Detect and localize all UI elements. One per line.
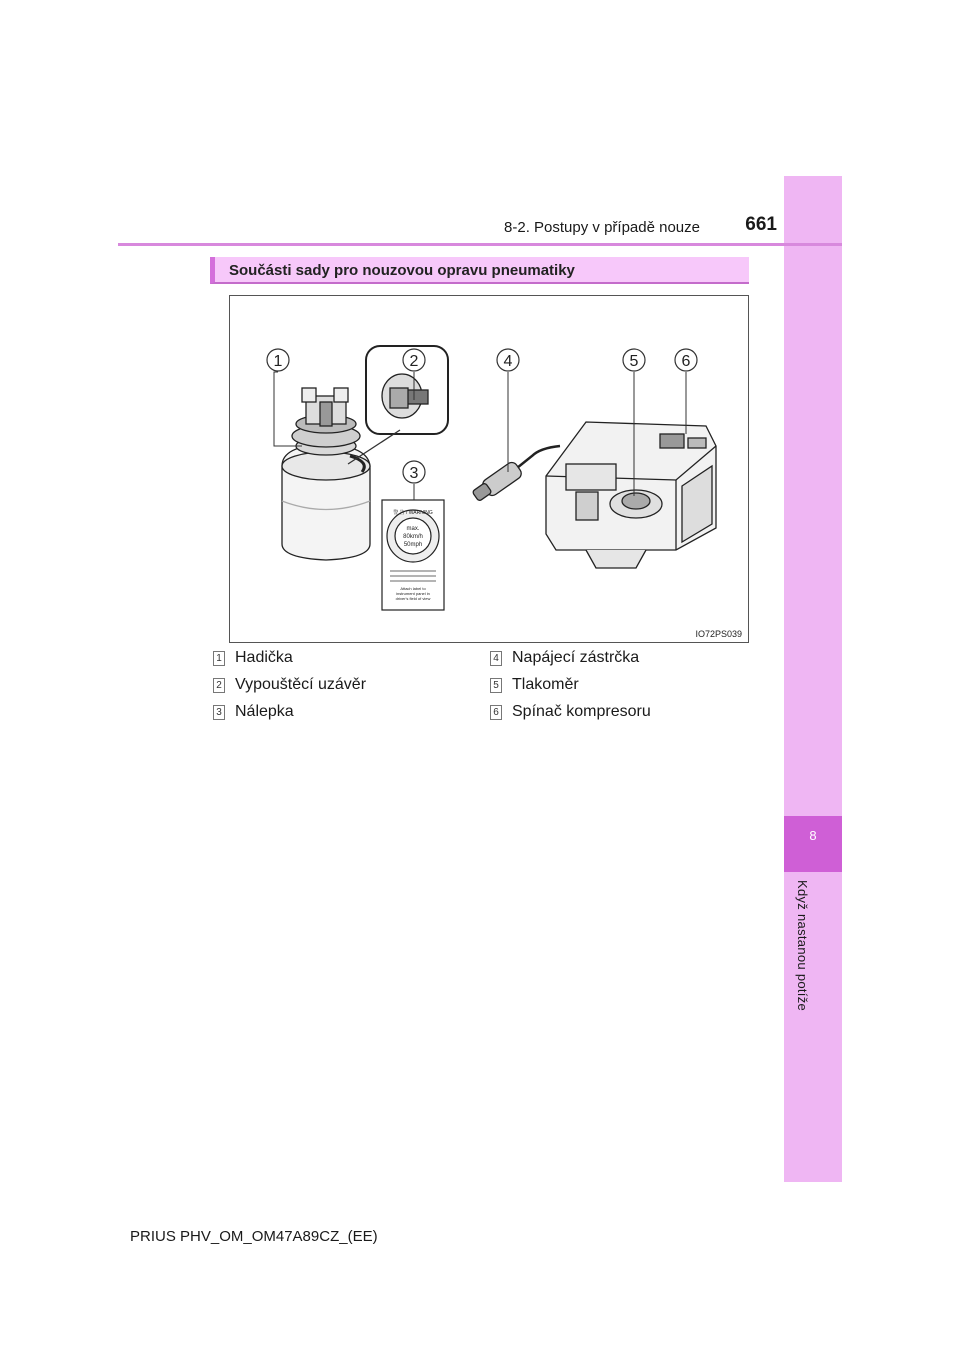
sticker-header: 警 告 / WARNING (393, 510, 433, 516)
sticker-attach-line1: Attach label to (400, 586, 426, 591)
callout-3 (403, 461, 425, 483)
svg-text:4: 4 (503, 353, 513, 370)
svg-text:5: 5 (629, 353, 639, 370)
illustration-drawing (230, 296, 750, 644)
legend-number: 2 (213, 678, 225, 693)
sticker-attach-line3: driver's field of view (395, 596, 431, 601)
compressor-unit (546, 422, 716, 568)
section-title: 8-2. Postupy v případě nouze (504, 219, 700, 236)
chapter-tab-active[interactable] (784, 816, 842, 872)
sticker-max: max. (406, 526, 420, 532)
figure-code: IO72PS039 (695, 629, 742, 639)
legend-number: 6 (490, 705, 502, 720)
legend-label: Hadička (235, 649, 293, 666)
repair-kit-illustration (229, 295, 749, 643)
chapter-title: Když nastanou potíže (795, 880, 810, 1012)
valve-cap-zoom (348, 346, 448, 464)
page-number: 661 (745, 214, 777, 235)
callout-2 (403, 349, 425, 371)
legend-item-4 (490, 649, 750, 671)
sticker-speed-kmh: 80km/h (403, 534, 423, 540)
legend-number: 4 (490, 651, 502, 666)
sticker-speed-mph: 50mph (403, 542, 423, 548)
section-heading: Součásti sady pro nouzovou opravu pneumatiky (229, 262, 575, 279)
legend-item-1 (213, 649, 473, 671)
legend-item-2 (213, 676, 473, 698)
legend-label: Vypouštěcí uzávěr (235, 676, 367, 693)
legend-item-3 (213, 703, 473, 725)
legend-number: 1 (213, 651, 225, 666)
legend-item-6 (490, 703, 750, 725)
legend-label: Tlakoměr (512, 676, 579, 693)
legend-label: Napájecí zástrčka (512, 649, 640, 666)
callout-6 (675, 349, 697, 371)
document-footer: PRIUS PHV_OM_OM47A89CZ_(EE) (130, 1228, 378, 1245)
legend-number: 5 (490, 678, 502, 693)
svg-text:2: 2 (409, 353, 419, 370)
chapter-number: 8 (809, 828, 817, 843)
legend-label: Spínač kompresoru (512, 703, 651, 720)
svg-text:6: 6 (681, 353, 691, 370)
svg-text:3: 3 (409, 465, 419, 482)
sticker-attach-line2: instrument panel in (396, 591, 430, 596)
legend-number: 3 (213, 705, 225, 720)
legend-item-5 (490, 676, 750, 698)
header-divider (118, 243, 842, 246)
legend-label: Nálepka (235, 703, 294, 720)
section-heading-bar (210, 257, 749, 284)
callout-1 (267, 349, 289, 371)
svg-text:1: 1 (273, 353, 283, 370)
sticker-label (382, 500, 444, 610)
callout-5 (623, 349, 645, 371)
callout-4 (497, 349, 519, 371)
sealant-bottle (282, 388, 370, 560)
